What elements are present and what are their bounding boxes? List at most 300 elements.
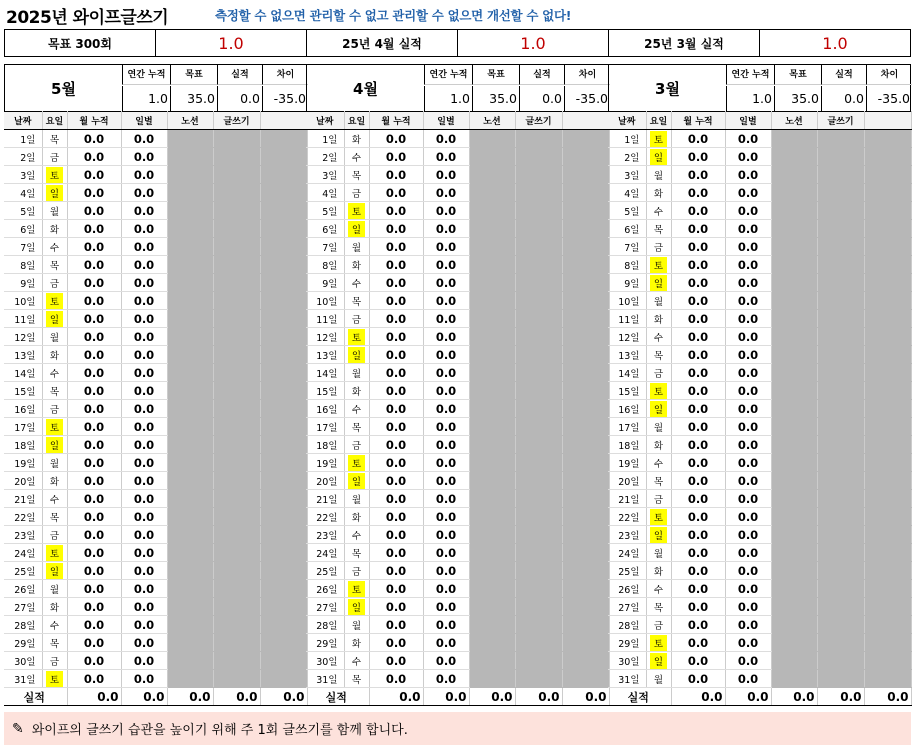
extra-cell[interactable]: [562, 490, 609, 508]
notion-cell[interactable]: [469, 148, 515, 166]
daily-cell[interactable]: 0.0: [725, 616, 771, 634]
extra-cell[interactable]: [562, 454, 609, 472]
writing-cell[interactable]: [515, 238, 562, 256]
extra-cell[interactable]: [260, 616, 307, 634]
monthly-cumulative-cell[interactable]: 0.0: [369, 418, 423, 436]
extra-cell[interactable]: [864, 508, 911, 526]
writing-cell[interactable]: [213, 346, 260, 364]
notion-cell[interactable]: [167, 418, 213, 436]
writing-cell[interactable]: [213, 364, 260, 382]
daily-cell[interactable]: 0.0: [423, 328, 469, 346]
notion-cell[interactable]: [469, 508, 515, 526]
daily-cell[interactable]: 0.0: [423, 634, 469, 652]
daily-cell[interactable]: 0.0: [121, 274, 167, 292]
daily-cell[interactable]: 0.0: [423, 364, 469, 382]
notion-cell[interactable]: [167, 310, 213, 328]
extra-cell[interactable]: [260, 454, 307, 472]
daily-cell[interactable]: 0.0: [121, 580, 167, 598]
writing-cell[interactable]: [213, 526, 260, 544]
extra-cell[interactable]: [260, 652, 307, 670]
daily-cell[interactable]: 0.0: [423, 652, 469, 670]
notion-cell[interactable]: [771, 472, 817, 490]
writing-cell[interactable]: [515, 526, 562, 544]
monthly-cumulative-cell[interactable]: 0.0: [369, 346, 423, 364]
notion-cell[interactable]: [469, 436, 515, 454]
writing-cell[interactable]: [515, 346, 562, 364]
monthly-cumulative-cell[interactable]: 0.0: [67, 580, 121, 598]
daily-cell[interactable]: 0.0: [121, 616, 167, 634]
extra-cell[interactable]: [562, 184, 609, 202]
writing-cell[interactable]: [817, 166, 864, 184]
daily-cell[interactable]: 0.0: [121, 310, 167, 328]
notion-cell[interactable]: [167, 256, 213, 274]
monthly-cumulative-cell[interactable]: 0.0: [67, 544, 121, 562]
notion-cell[interactable]: [469, 580, 515, 598]
header-value-annual[interactable]: 1.0: [122, 86, 170, 111]
writing-cell[interactable]: [213, 472, 260, 490]
monthly-cumulative-cell[interactable]: 0.0: [67, 670, 121, 688]
monthly-cumulative-cell[interactable]: 0.0: [67, 598, 121, 616]
daily-cell[interactable]: 0.0: [121, 634, 167, 652]
extra-cell[interactable]: [562, 382, 609, 400]
writing-cell[interactable]: [515, 544, 562, 562]
daily-cell[interactable]: 0.0: [725, 166, 771, 184]
daily-cell[interactable]: 0.0: [121, 490, 167, 508]
writing-cell[interactable]: [213, 328, 260, 346]
extra-cell[interactable]: [864, 346, 911, 364]
notion-cell[interactable]: [771, 184, 817, 202]
notion-cell[interactable]: [771, 256, 817, 274]
extra-cell[interactable]: [260, 238, 307, 256]
daily-cell[interactable]: 0.0: [423, 202, 469, 220]
daily-cell[interactable]: 0.0: [725, 634, 771, 652]
notion-cell[interactable]: [469, 364, 515, 382]
daily-cell[interactable]: 0.0: [121, 130, 167, 148]
extra-cell[interactable]: [260, 490, 307, 508]
writing-cell[interactable]: [213, 382, 260, 400]
daily-cell[interactable]: 0.0: [423, 220, 469, 238]
writing-cell[interactable]: [515, 616, 562, 634]
monthly-cumulative-cell[interactable]: 0.0: [67, 454, 121, 472]
writing-cell[interactable]: [515, 148, 562, 166]
monthly-cumulative-cell[interactable]: 0.0: [671, 598, 725, 616]
header-value-target[interactable]: 35.0: [774, 86, 821, 111]
writing-cell[interactable]: [213, 400, 260, 418]
extra-cell[interactable]: [260, 580, 307, 598]
notion-cell[interactable]: [167, 148, 213, 166]
monthly-cumulative-cell[interactable]: 0.0: [369, 202, 423, 220]
monthly-cumulative-cell[interactable]: 0.0: [67, 274, 121, 292]
writing-cell[interactable]: [817, 472, 864, 490]
extra-cell[interactable]: [260, 184, 307, 202]
extra-cell[interactable]: [562, 508, 609, 526]
extra-cell[interactable]: [562, 202, 609, 220]
notion-cell[interactable]: [469, 256, 515, 274]
extra-cell[interactable]: [562, 400, 609, 418]
header-value-actual[interactable]: 0.0: [821, 86, 866, 111]
header-value-actual[interactable]: 0.0: [519, 86, 564, 111]
monthly-cumulative-cell[interactable]: 0.0: [67, 346, 121, 364]
daily-cell[interactable]: 0.0: [423, 472, 469, 490]
extra-cell[interactable]: [562, 670, 609, 688]
notion-cell[interactable]: [167, 580, 213, 598]
monthly-cumulative-cell[interactable]: 0.0: [671, 292, 725, 310]
monthly-cumulative-cell[interactable]: 0.0: [369, 382, 423, 400]
daily-cell[interactable]: 0.0: [725, 328, 771, 346]
daily-cell[interactable]: 0.0: [121, 346, 167, 364]
extra-cell[interactable]: [562, 544, 609, 562]
daily-cell[interactable]: 0.0: [423, 616, 469, 634]
header-value-diff[interactable]: -35.0: [564, 86, 610, 111]
extra-cell[interactable]: [260, 634, 307, 652]
daily-cell[interactable]: 0.0: [121, 148, 167, 166]
extra-cell[interactable]: [562, 130, 609, 148]
notion-cell[interactable]: [469, 472, 515, 490]
march-result-value[interactable]: 1.0: [822, 33, 848, 53]
extra-cell[interactable]: [260, 148, 307, 166]
monthly-cumulative-cell[interactable]: 0.0: [369, 562, 423, 580]
extra-cell[interactable]: [562, 238, 609, 256]
writing-cell[interactable]: [817, 256, 864, 274]
extra-cell[interactable]: [260, 256, 307, 274]
monthly-cumulative-cell[interactable]: 0.0: [369, 436, 423, 454]
notion-cell[interactable]: [167, 490, 213, 508]
extra-cell[interactable]: [260, 400, 307, 418]
notion-cell[interactable]: [469, 310, 515, 328]
monthly-cumulative-cell[interactable]: 0.0: [67, 166, 121, 184]
writing-cell[interactable]: [817, 346, 864, 364]
writing-cell[interactable]: [817, 148, 864, 166]
writing-cell[interactable]: [515, 328, 562, 346]
notion-cell[interactable]: [167, 292, 213, 310]
notion-cell[interactable]: [167, 328, 213, 346]
monthly-cumulative-cell[interactable]: 0.0: [369, 274, 423, 292]
monthly-cumulative-cell[interactable]: 0.0: [67, 328, 121, 346]
notion-cell[interactable]: [771, 274, 817, 292]
notion-cell[interactable]: [771, 454, 817, 472]
writing-cell[interactable]: [515, 256, 562, 274]
extra-cell[interactable]: [562, 310, 609, 328]
extra-cell[interactable]: [562, 436, 609, 454]
monthly-cumulative-cell[interactable]: 0.0: [671, 256, 725, 274]
extra-cell[interactable]: [864, 166, 911, 184]
daily-cell[interactable]: 0.0: [121, 292, 167, 310]
notion-cell[interactable]: [771, 526, 817, 544]
extra-cell[interactable]: [562, 220, 609, 238]
writing-cell[interactable]: [213, 544, 260, 562]
daily-cell[interactable]: 0.0: [423, 238, 469, 256]
daily-cell[interactable]: 0.0: [423, 526, 469, 544]
daily-cell[interactable]: 0.0: [423, 436, 469, 454]
daily-cell[interactable]: 0.0: [121, 508, 167, 526]
writing-cell[interactable]: [515, 490, 562, 508]
writing-cell[interactable]: [817, 274, 864, 292]
monthly-cumulative-cell[interactable]: 0.0: [67, 652, 121, 670]
writing-cell[interactable]: [213, 490, 260, 508]
extra-cell[interactable]: [864, 418, 911, 436]
daily-cell[interactable]: 0.0: [725, 490, 771, 508]
notion-cell[interactable]: [771, 670, 817, 688]
monthly-cumulative-cell[interactable]: 0.0: [369, 526, 423, 544]
extra-cell[interactable]: [562, 364, 609, 382]
extra-cell[interactable]: [864, 148, 911, 166]
monthly-cumulative-cell[interactable]: 0.0: [369, 508, 423, 526]
monthly-cumulative-cell[interactable]: 0.0: [67, 238, 121, 256]
monthly-cumulative-cell[interactable]: 0.0: [67, 364, 121, 382]
writing-cell[interactable]: [515, 202, 562, 220]
monthly-cumulative-cell[interactable]: 0.0: [67, 526, 121, 544]
notion-cell[interactable]: [771, 310, 817, 328]
monthly-cumulative-cell[interactable]: 0.0: [671, 202, 725, 220]
daily-cell[interactable]: 0.0: [725, 274, 771, 292]
monthly-cumulative-cell[interactable]: 0.0: [369, 634, 423, 652]
extra-cell[interactable]: [562, 166, 609, 184]
writing-cell[interactable]: [213, 184, 260, 202]
monthly-cumulative-cell[interactable]: 0.0: [67, 256, 121, 274]
writing-cell[interactable]: [817, 292, 864, 310]
daily-cell[interactable]: 0.0: [423, 130, 469, 148]
monthly-cumulative-cell[interactable]: 0.0: [671, 616, 725, 634]
daily-cell[interactable]: 0.0: [121, 238, 167, 256]
notion-cell[interactable]: [771, 598, 817, 616]
monthly-cumulative-cell[interactable]: 0.0: [67, 436, 121, 454]
daily-cell[interactable]: 0.0: [423, 166, 469, 184]
extra-cell[interactable]: [260, 310, 307, 328]
notion-cell[interactable]: [469, 454, 515, 472]
header-value-diff[interactable]: -35.0: [262, 86, 308, 111]
daily-cell[interactable]: 0.0: [121, 256, 167, 274]
notion-cell[interactable]: [469, 382, 515, 400]
monthly-cumulative-cell[interactable]: 0.0: [671, 508, 725, 526]
writing-cell[interactable]: [515, 310, 562, 328]
extra-cell[interactable]: [864, 130, 911, 148]
header-value-annual[interactable]: 1.0: [726, 86, 774, 111]
daily-cell[interactable]: 0.0: [121, 652, 167, 670]
notion-cell[interactable]: [167, 616, 213, 634]
extra-cell[interactable]: [562, 148, 609, 166]
notion-cell[interactable]: [167, 472, 213, 490]
notion-cell[interactable]: [167, 130, 213, 148]
monthly-cumulative-cell[interactable]: 0.0: [369, 580, 423, 598]
extra-cell[interactable]: [864, 382, 911, 400]
daily-cell[interactable]: 0.0: [725, 670, 771, 688]
notion-cell[interactable]: [469, 544, 515, 562]
notion-cell[interactable]: [771, 292, 817, 310]
writing-cell[interactable]: [515, 130, 562, 148]
monthly-cumulative-cell[interactable]: 0.0: [671, 670, 725, 688]
monthly-cumulative-cell[interactable]: 0.0: [671, 580, 725, 598]
daily-cell[interactable]: 0.0: [725, 454, 771, 472]
monthly-cumulative-cell[interactable]: 0.0: [671, 544, 725, 562]
notion-cell[interactable]: [771, 166, 817, 184]
monthly-cumulative-cell[interactable]: 0.0: [67, 148, 121, 166]
monthly-cumulative-cell[interactable]: 0.0: [369, 544, 423, 562]
daily-cell[interactable]: 0.0: [423, 454, 469, 472]
daily-cell[interactable]: 0.0: [423, 544, 469, 562]
writing-cell[interactable]: [213, 166, 260, 184]
extra-cell[interactable]: [864, 490, 911, 508]
extra-cell[interactable]: [260, 526, 307, 544]
monthly-cumulative-cell[interactable]: 0.0: [369, 310, 423, 328]
extra-cell[interactable]: [260, 202, 307, 220]
daily-cell[interactable]: 0.0: [423, 580, 469, 598]
writing-cell[interactable]: [213, 616, 260, 634]
writing-cell[interactable]: [817, 580, 864, 598]
daily-cell[interactable]: 0.0: [725, 310, 771, 328]
writing-cell[interactable]: [213, 418, 260, 436]
writing-cell[interactable]: [213, 310, 260, 328]
daily-cell[interactable]: 0.0: [725, 400, 771, 418]
notion-cell[interactable]: [469, 346, 515, 364]
daily-cell[interactable]: 0.0: [423, 310, 469, 328]
daily-cell[interactable]: 0.0: [725, 256, 771, 274]
writing-cell[interactable]: [213, 130, 260, 148]
monthly-cumulative-cell[interactable]: 0.0: [369, 616, 423, 634]
monthly-cumulative-cell[interactable]: 0.0: [671, 238, 725, 256]
notion-cell[interactable]: [771, 400, 817, 418]
writing-cell[interactable]: [213, 202, 260, 220]
notion-cell[interactable]: [167, 382, 213, 400]
notion-cell[interactable]: [167, 544, 213, 562]
daily-cell[interactable]: 0.0: [121, 328, 167, 346]
writing-cell[interactable]: [817, 382, 864, 400]
writing-cell[interactable]: [817, 598, 864, 616]
monthly-cumulative-cell[interactable]: 0.0: [369, 670, 423, 688]
monthly-cumulative-cell[interactable]: 0.0: [369, 328, 423, 346]
daily-cell[interactable]: 0.0: [725, 652, 771, 670]
extra-cell[interactable]: [864, 454, 911, 472]
writing-cell[interactable]: [515, 400, 562, 418]
daily-cell[interactable]: 0.0: [423, 670, 469, 688]
daily-cell[interactable]: 0.0: [725, 580, 771, 598]
monthly-cumulative-cell[interactable]: 0.0: [369, 364, 423, 382]
writing-cell[interactable]: [213, 292, 260, 310]
writing-cell[interactable]: [515, 292, 562, 310]
monthly-cumulative-cell[interactable]: 0.0: [67, 184, 121, 202]
extra-cell[interactable]: [864, 598, 911, 616]
writing-cell[interactable]: [817, 202, 864, 220]
notion-cell[interactable]: [167, 670, 213, 688]
notion-cell[interactable]: [469, 490, 515, 508]
notion-cell[interactable]: [771, 634, 817, 652]
monthly-cumulative-cell[interactable]: 0.0: [671, 364, 725, 382]
daily-cell[interactable]: 0.0: [725, 202, 771, 220]
writing-cell[interactable]: [817, 328, 864, 346]
daily-cell[interactable]: 0.0: [725, 562, 771, 580]
daily-cell[interactable]: 0.0: [121, 670, 167, 688]
extra-cell[interactable]: [260, 346, 307, 364]
daily-cell[interactable]: 0.0: [121, 400, 167, 418]
writing-cell[interactable]: [515, 382, 562, 400]
header-value-annual[interactable]: 1.0: [424, 86, 472, 111]
notion-cell[interactable]: [167, 598, 213, 616]
extra-cell[interactable]: [562, 652, 609, 670]
notion-cell[interactable]: [771, 346, 817, 364]
monthly-cumulative-cell[interactable]: 0.0: [671, 148, 725, 166]
extra-cell[interactable]: [864, 562, 911, 580]
notion-cell[interactable]: [167, 274, 213, 292]
writing-cell[interactable]: [817, 436, 864, 454]
writing-cell[interactable]: [515, 508, 562, 526]
writing-cell[interactable]: [213, 274, 260, 292]
notion-cell[interactable]: [771, 130, 817, 148]
daily-cell[interactable]: 0.0: [121, 472, 167, 490]
extra-cell[interactable]: [562, 472, 609, 490]
notion-cell[interactable]: [469, 274, 515, 292]
notion-cell[interactable]: [771, 148, 817, 166]
writing-cell[interactable]: [817, 634, 864, 652]
extra-cell[interactable]: [260, 598, 307, 616]
writing-cell[interactable]: [817, 310, 864, 328]
daily-cell[interactable]: 0.0: [725, 436, 771, 454]
monthly-cumulative-cell[interactable]: 0.0: [67, 310, 121, 328]
writing-cell[interactable]: [817, 526, 864, 544]
writing-cell[interactable]: [817, 562, 864, 580]
extra-cell[interactable]: [864, 202, 911, 220]
notion-cell[interactable]: [167, 508, 213, 526]
monthly-cumulative-cell[interactable]: 0.0: [671, 472, 725, 490]
writing-cell[interactable]: [817, 238, 864, 256]
writing-cell[interactable]: [817, 454, 864, 472]
monthly-cumulative-cell[interactable]: 0.0: [671, 418, 725, 436]
notion-cell[interactable]: [469, 184, 515, 202]
april-result-value[interactable]: 1.0: [458, 30, 609, 56]
daily-cell[interactable]: 0.0: [121, 454, 167, 472]
writing-cell[interactable]: [213, 454, 260, 472]
monthly-cumulative-cell[interactable]: 0.0: [67, 220, 121, 238]
daily-cell[interactable]: 0.0: [121, 544, 167, 562]
extra-cell[interactable]: [864, 400, 911, 418]
writing-cell[interactable]: [515, 652, 562, 670]
monthly-cumulative-cell[interactable]: 0.0: [671, 346, 725, 364]
notion-cell[interactable]: [771, 328, 817, 346]
monthly-cumulative-cell[interactable]: 0.0: [369, 238, 423, 256]
writing-cell[interactable]: [817, 184, 864, 202]
writing-cell[interactable]: [213, 436, 260, 454]
daily-cell[interactable]: 0.0: [121, 598, 167, 616]
monthly-cumulative-cell[interactable]: 0.0: [67, 616, 121, 634]
notion-cell[interactable]: [469, 616, 515, 634]
extra-cell[interactable]: [864, 544, 911, 562]
monthly-cumulative-cell[interactable]: 0.0: [67, 490, 121, 508]
monthly-cumulative-cell[interactable]: 0.0: [671, 184, 725, 202]
monthly-cumulative-cell[interactable]: 0.0: [369, 454, 423, 472]
daily-cell[interactable]: 0.0: [121, 220, 167, 238]
daily-cell[interactable]: 0.0: [423, 598, 469, 616]
daily-cell[interactable]: 0.0: [725, 292, 771, 310]
daily-cell[interactable]: 0.0: [725, 220, 771, 238]
writing-cell[interactable]: [817, 670, 864, 688]
monthly-cumulative-cell[interactable]: 0.0: [369, 220, 423, 238]
extra-cell[interactable]: [864, 310, 911, 328]
extra-cell[interactable]: [864, 238, 911, 256]
notion-cell[interactable]: [771, 616, 817, 634]
extra-cell[interactable]: [260, 130, 307, 148]
extra-cell[interactable]: [864, 256, 911, 274]
notion-cell[interactable]: [771, 652, 817, 670]
monthly-cumulative-cell[interactable]: 0.0: [369, 598, 423, 616]
daily-cell[interactable]: 0.0: [725, 472, 771, 490]
extra-cell[interactable]: [864, 328, 911, 346]
extra-cell[interactable]: [260, 508, 307, 526]
notion-cell[interactable]: [469, 652, 515, 670]
daily-cell[interactable]: 0.0: [725, 184, 771, 202]
daily-cell[interactable]: 0.0: [725, 238, 771, 256]
writing-cell[interactable]: [515, 274, 562, 292]
monthly-cumulative-cell[interactable]: 0.0: [369, 400, 423, 418]
writing-cell[interactable]: [817, 544, 864, 562]
monthly-cumulative-cell[interactable]: 0.0: [67, 508, 121, 526]
